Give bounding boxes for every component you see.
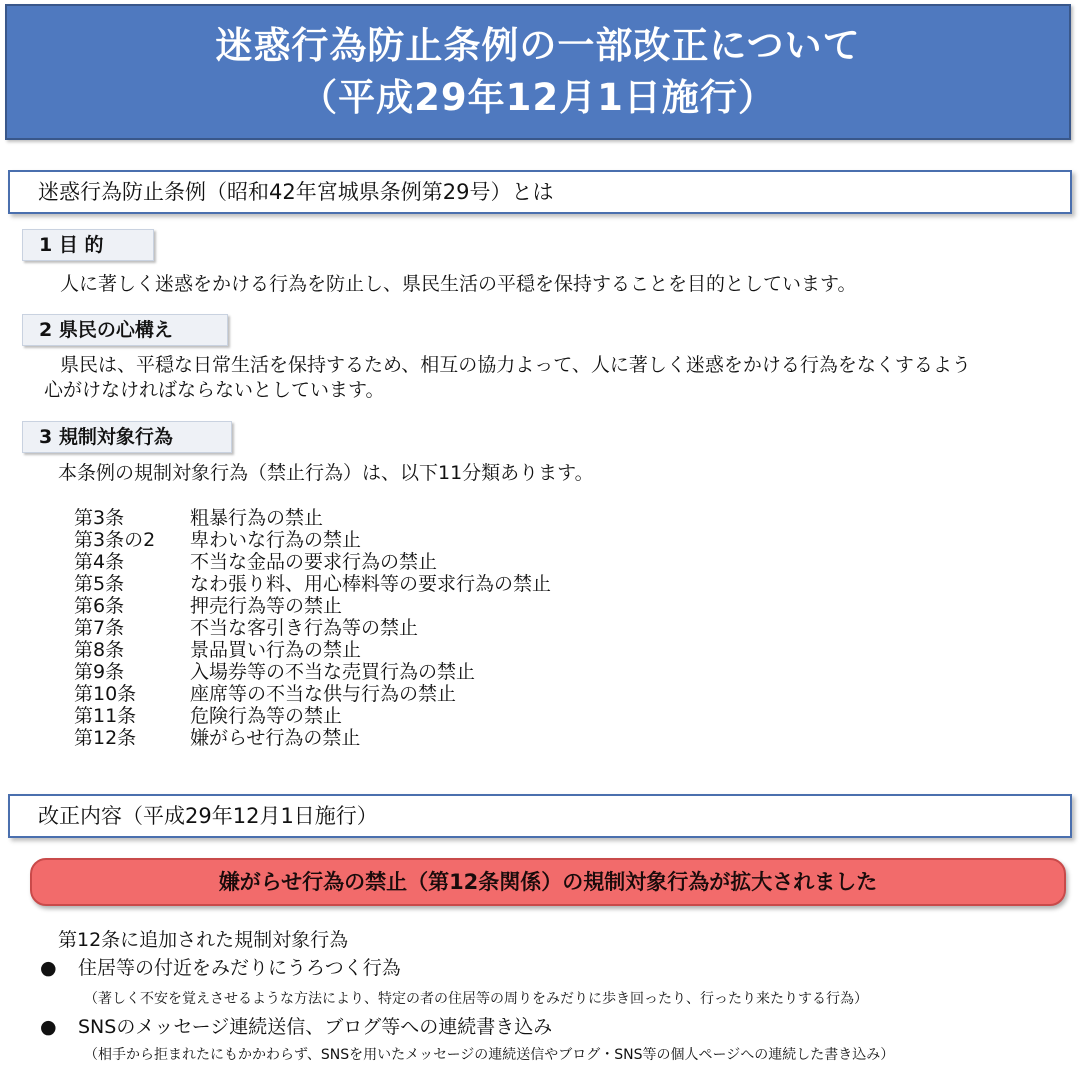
list-item [74,661,551,683]
mindset-text-line-2: 心がけなければならないとしています。 [44,379,385,401]
article-number: 第10条 [74,683,137,705]
article-description: 危険行為等の禁止 [190,705,343,727]
title-banner [5,4,1071,140]
article-description: 卑わいな行為の禁止 [190,529,362,551]
article-list [74,507,551,749]
added-act-note: （著しく不安を覚えさせるような方法により、特定の者の住居等の周りをみだりに歩き回ったり、行ったり来たりする行為） [84,991,868,1007]
added-act-item [40,1014,552,1040]
list-item [74,639,551,661]
article-description: なわ張り料、用心棒料等の要求行為の禁止 [190,573,552,595]
amendment-banner: 嫌がらせ行為の禁止（第12条関係）の規制対象行為が拡大されました [30,858,1066,906]
mindset-text-line-1: 県民は、平穏な日常生活を保持するため、相互の協力よって、人に著しく迷惑をかける行為をなくするよう [60,354,971,376]
article-number: 第4条 [74,551,125,573]
article-number: 第3条の2 [74,529,156,551]
added-act-text: SNSのメッセージ連続送信、ブログ等への連続書き込み [78,1016,553,1038]
article-number: 第5条 [74,573,125,595]
article-description: 押売行為等の禁止 [190,595,343,617]
list-item [74,727,551,749]
purpose-label: 1 目 的 [22,229,154,261]
article-number: 第11条 [74,705,137,727]
article-description: 粗暴行為の禁止 [190,507,324,529]
added-act-item [40,955,401,981]
section-header-ordinance: 迷惑行為防止条例（昭和42年宮城県条例第29号）とは [8,170,1072,214]
list-item [74,617,551,639]
article-description: 嫌がらせ行為の禁止 [190,727,361,749]
bullet: ● [40,1016,57,1038]
title-line-2: （平成29年12月1日施行） [300,76,776,119]
targets-intro: 本条例の規制対象行為（禁止行為）は、以下11分類あります。 [58,462,594,484]
added-act-text: 住居等の付近をみだりにうろつく行為 [78,957,401,979]
article-description: 座席等の不当な供与行為の禁止 [190,683,457,705]
bullet: ● [40,957,57,979]
added-acts-intro: 第12条に追加された規制対象行為 [58,929,349,951]
targets-label: 3 規制対象行為 [22,421,232,453]
article-number: 第6条 [74,595,125,617]
title-line-1: 迷惑行為防止条例の一部改正について [215,24,861,67]
list-item [74,551,551,573]
mindset-label: 2 県民の心構え [22,314,228,346]
article-description: 不当な金品の要求行為の禁止 [190,551,438,573]
list-item [74,705,551,727]
list-item [74,529,551,551]
list-item [74,573,551,595]
article-number: 第8条 [74,639,125,661]
article-number: 第3条 [74,507,125,529]
article-description: 不当な客引き行為等の禁止 [190,617,419,639]
article-number: 第9条 [74,661,125,683]
article-description: 入場券等の不当な売買行為の禁止 [190,661,476,683]
added-act-note: （相手から拒まれたにもかかわらず、SNSを用いたメッセージの連続送信やブログ・SNS等の個人ページへの連続した書き込み） [84,1047,895,1063]
section-header-amendment: 改正内容（平成29年12月1日施行） [8,794,1072,838]
list-item [74,595,551,617]
article-number: 第12条 [74,727,137,749]
list-item [74,507,551,529]
list-item [74,683,551,705]
article-number: 第7条 [74,617,125,639]
purpose-text: 人に著しく迷惑をかける行為を防止し、県民生活の平穏を保持することを目的としています。 [60,273,857,295]
article-description: 景品買い行為の禁止 [190,639,362,661]
